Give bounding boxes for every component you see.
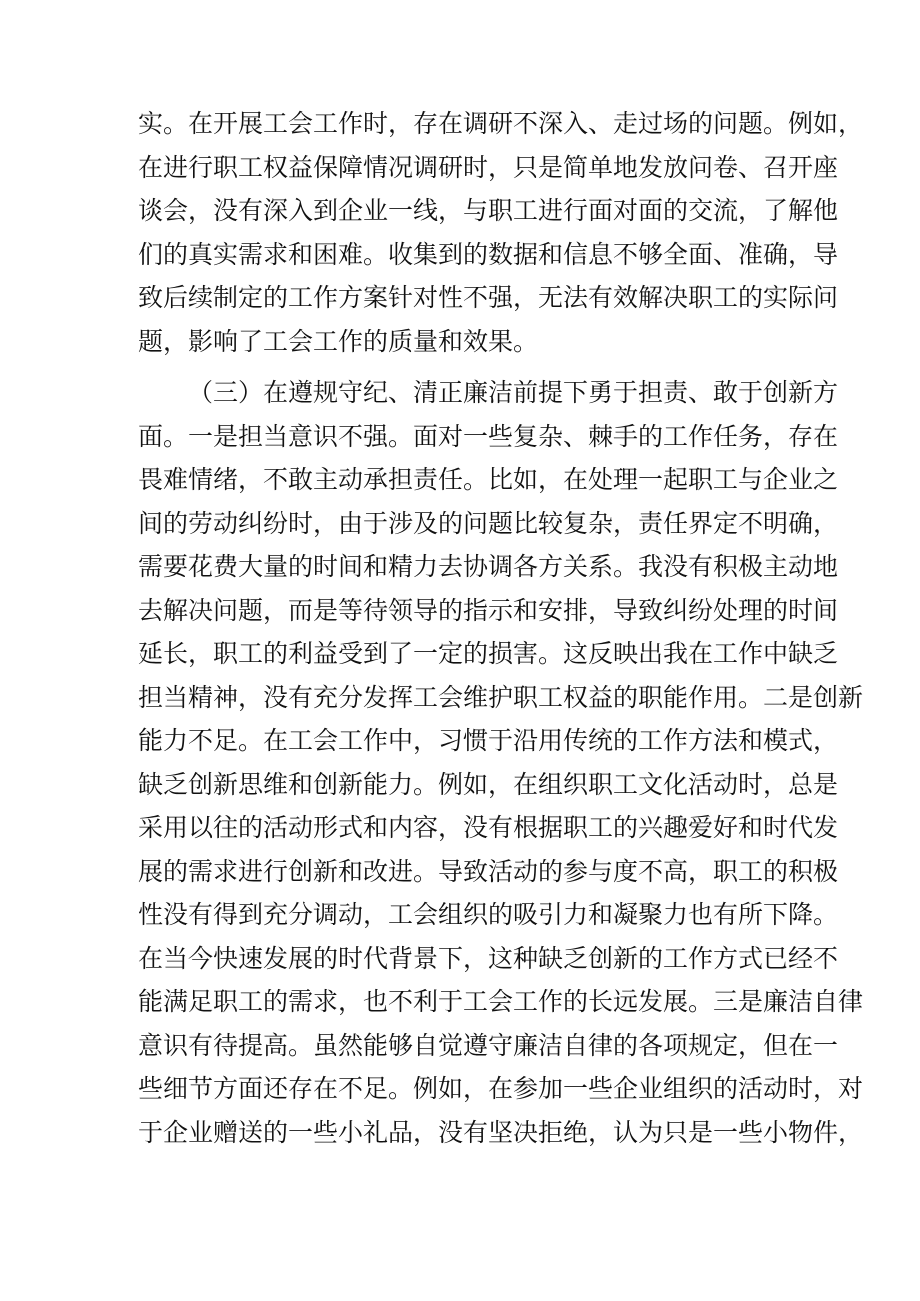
paragraph-1	[138, 102, 864, 363]
document-body	[138, 102, 864, 1154]
text-line: 些细节方面还存在不足。例如，在参加一些企业组织的活动时，对	[138, 1074, 864, 1103]
text-line: 面。一是担当意识不强。面对一些复杂、棘手的工作任务，存在	[138, 421, 839, 451]
text-line: 性没有得到充分调动，工会组织的吸引力和凝聚力也有所下降。	[138, 900, 839, 929]
text-line: 题，影响了工会工作的质量和效果。	[138, 326, 539, 356]
text-line: （三）在遵规守纪、清正廉洁前提下勇于担责、敢于创新方	[188, 378, 839, 407]
text-line: 需要花费大量的时间和精力去协调各方关系。我没有积极主动地	[138, 552, 839, 581]
text-line: 担当精神，没有充分发挥工会维护职工权益的职能作用。二是创新	[138, 682, 864, 712]
text-line: 展的需求进行创新和改进。导致活动的参与度不高，职工的积极	[138, 856, 839, 886]
text-line: 实。在开展工会工作时，存在调研不深入、走过场的问题。例如，	[138, 109, 864, 138]
text-line: 延长，职工的利益受到了一定的损害。这反映出我在工作中缺乏	[138, 639, 839, 668]
text-line: 在进行职工权益保障情况调研时，只是简单地发放问卷、召开座	[138, 152, 839, 182]
text-line: 致后续制定的工作方案针对性不强，无法有效解决职工的实际问	[138, 283, 839, 312]
text-line: 意识有待提高。虽然能够自觉遵守廉洁自律的各项规定，但在一	[138, 1030, 839, 1060]
text-line: 谈会，没有深入到企业一线，与职工进行面对面的交流，了解他	[138, 196, 839, 225]
text-line: 在当今快速发展的时代背景下，这种缺乏创新的工作方式已经不	[138, 943, 839, 973]
text-line: 缺乏创新思维和创新能力。例如，在组织职工文化活动时，总是	[138, 769, 839, 799]
text-line: 能满足职工的需求，也不利于工会工作的长远发展。三是廉洁自律	[138, 987, 864, 1016]
text-line: 间的劳动纠纷时，由于涉及的问题比较复杂，责任界定不明确，	[138, 508, 839, 538]
text-line: 于企业赠送的一些小礼品，没有坚决拒绝，认为只是一些小物件，	[138, 1117, 864, 1147]
text-line: 去解决问题，而是等待领导的指示和安排，导致纠纷处理的时间	[138, 595, 839, 625]
text-line: 畏难情绪，不敢主动承担责任。比如，在处理一起职工与企业之	[138, 465, 839, 494]
text-line: 们的真实需求和困难。收集到的数据和信息不够全面、准确，导	[138, 239, 839, 269]
paragraph-2	[138, 371, 864, 1154]
text-line: 采用以往的活动形式和内容，没有根据职工的兴趣爱好和时代发	[138, 813, 839, 842]
paragraph-gap	[138, 363, 798, 371]
text-line: 能力不足。在工会工作中，习惯于沿用传统的工作方法和模式，	[138, 726, 839, 755]
